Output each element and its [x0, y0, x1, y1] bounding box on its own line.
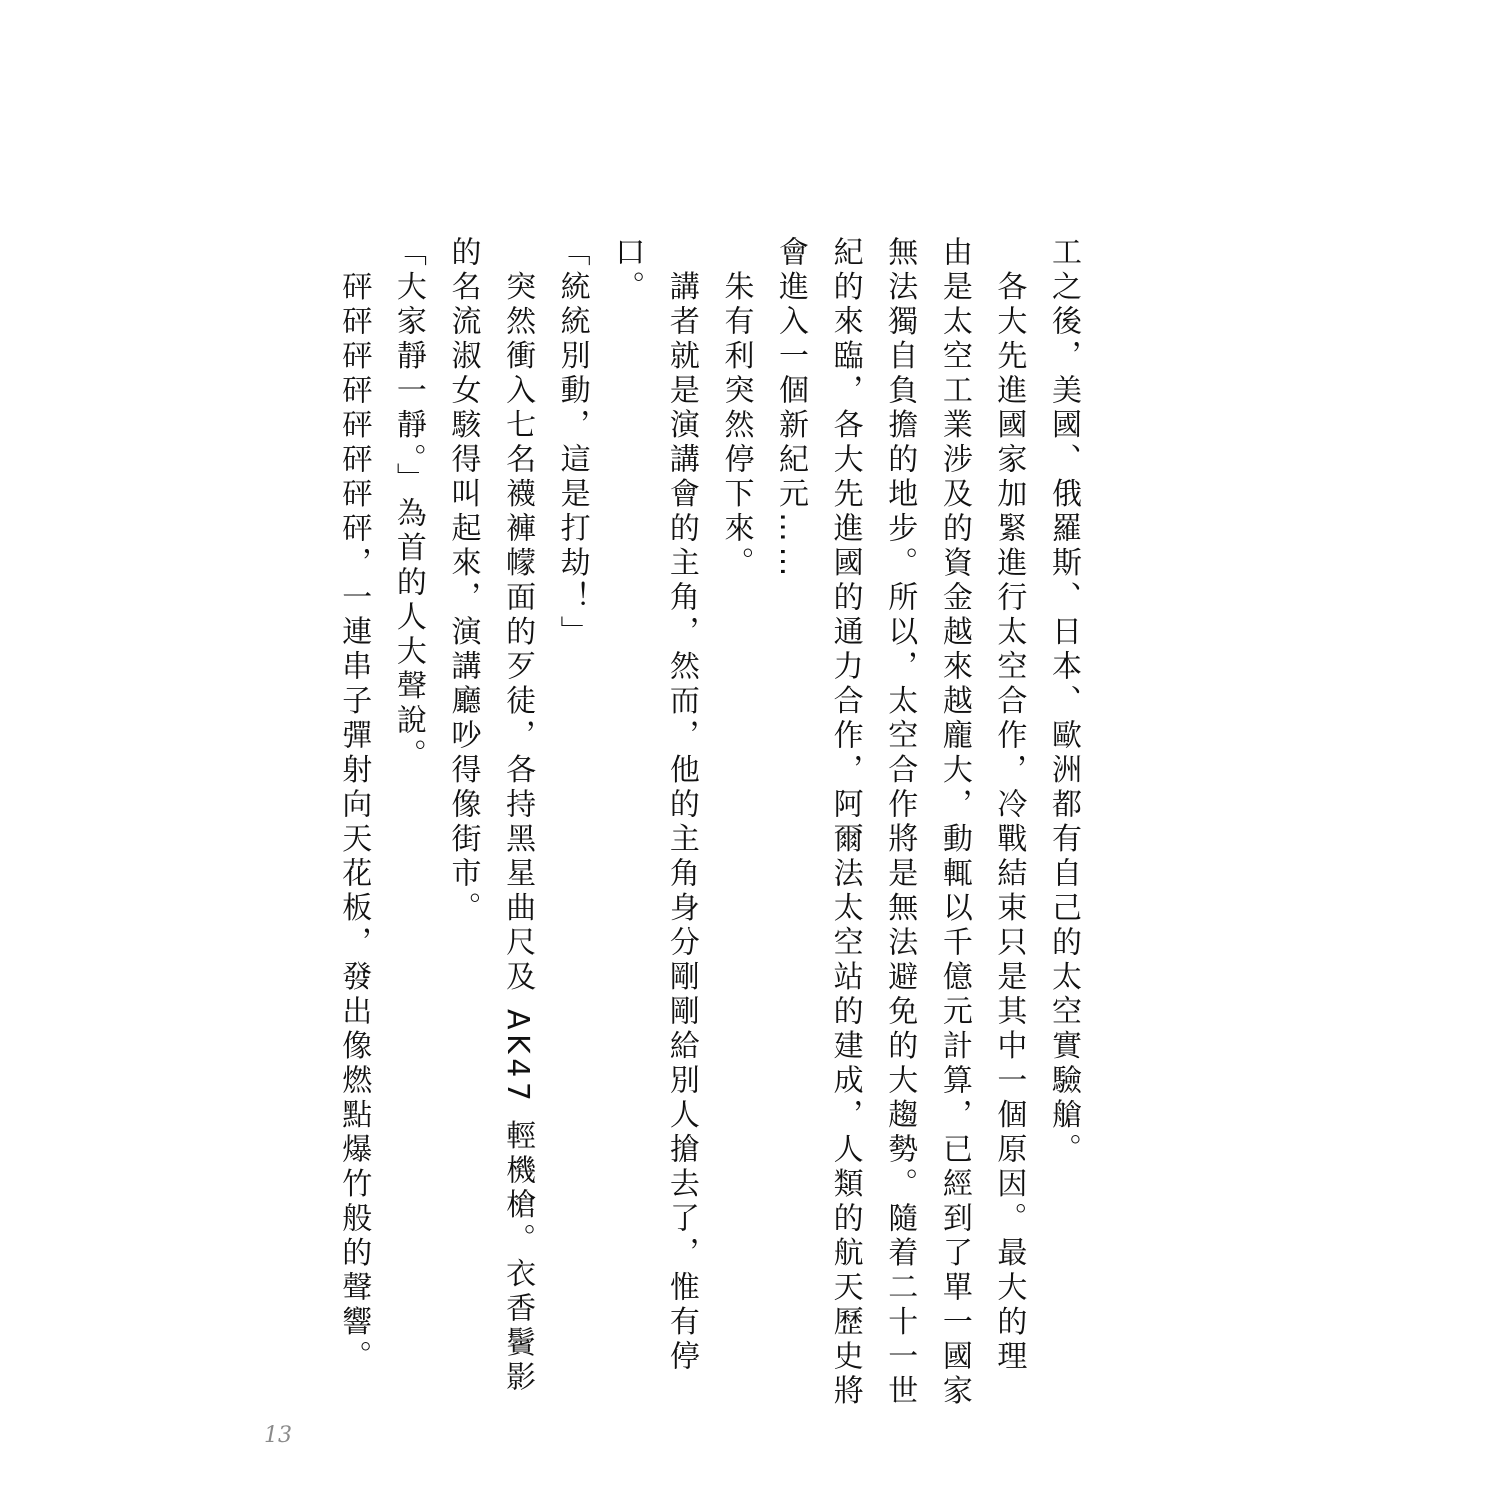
text-line: 紀的來臨，各大先進國的通力合作，阿爾法太空站的建成，人類的航天歷史將: [827, 236, 863, 1409]
text-line: 各大先進國家加緊進行太空合作，冷戰結束只是其中一個原因。最大的理: [991, 236, 1027, 1375]
text-line: 「統統別動，這是打劫！」: [554, 236, 590, 650]
text-line: 「大家靜一靜。」為首的人大聲說。: [390, 236, 426, 773]
text-line: 由是太空工業涉及的資金越來越龐大，動輒以千億元計算，已經到了單一國家: [936, 236, 972, 1409]
text-line: 砰砰砰砰砰砰砰砰，一連串子彈射向天花板，發出像燃點爆竹般的聲響。: [336, 236, 372, 1375]
text-line: 無法獨自負擔的地步。所以，太空合作將是無法避免的大趨勢。隨着二十一世: [882, 236, 918, 1409]
text-line: 工之後，美國、俄羅斯、日本、歐洲都有自己的太空實驗艙。: [1046, 236, 1081, 1168]
text-line: 會進入一個新紀元……: [773, 236, 809, 581]
text-line: 口。: [609, 236, 645, 305]
text-line: 朱有利突然停下來。: [718, 236, 754, 581]
text-line: 的名流淑女駭得叫起來，演講廳吵得像街市。: [445, 236, 481, 926]
vertical-text-body: [326, 236, 1090, 1409]
page-number: 13: [264, 1423, 292, 1448]
text-line: 突然衝入七名襪褲幪面的歹徒，各持黑星曲尺及 AK47 輕機槍。衣香鬢影: [500, 236, 536, 1396]
text-line: 講者就是演講會的主角，然而，他的主角身分剛剛給別人搶去了，惟有停: [663, 236, 699, 1375]
